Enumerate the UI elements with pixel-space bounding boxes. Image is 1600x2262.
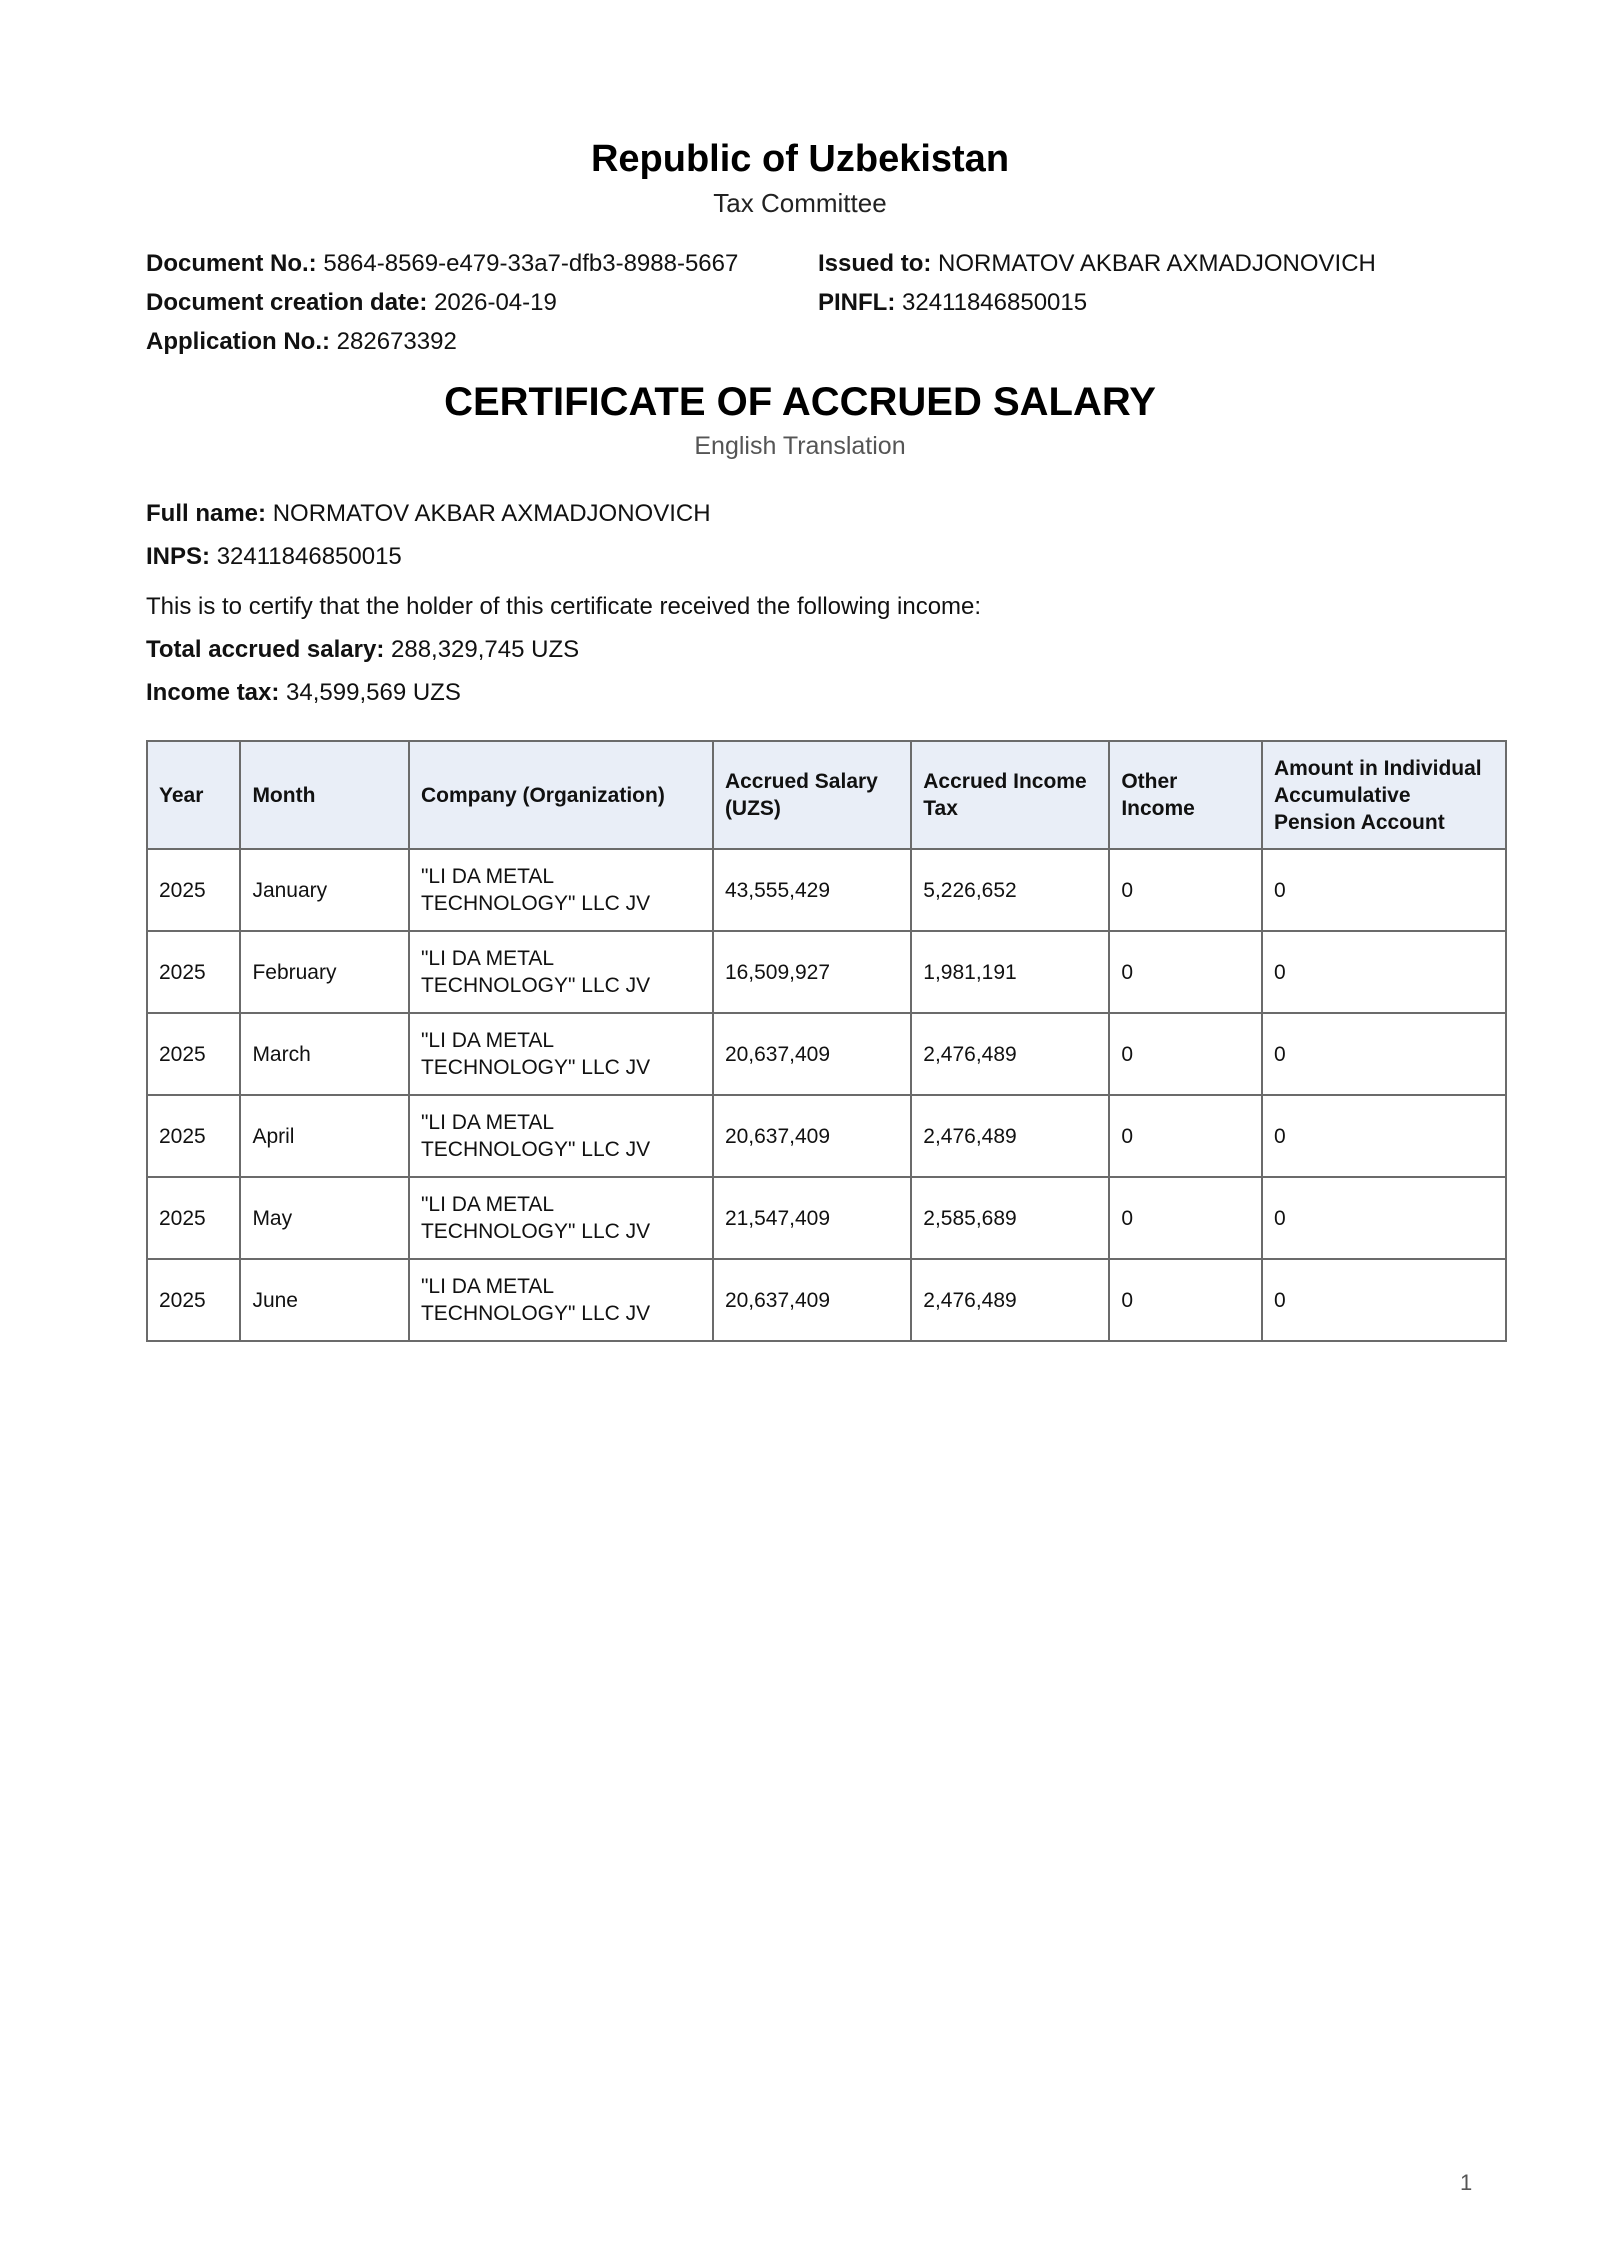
- salary-table: [146, 740, 1507, 1342]
- income-tax-value: 34,599,569 UZS: [286, 679, 461, 706]
- committee-heading: Tax Committee: [713, 188, 887, 218]
- cell-salary: 20,637,409: [713, 1013, 911, 1095]
- certificate-subtitle: English Translation: [694, 432, 906, 460]
- country-heading: Republic of Uzbekistan: [590, 138, 1010, 180]
- application-no-value: 282673392: [336, 328, 457, 355]
- cell-month: February: [240, 931, 409, 1013]
- cell-tax: 1,981,191: [911, 931, 1109, 1013]
- cell-year: 2025: [147, 1013, 240, 1095]
- income-tax-label: Income tax:: [146, 679, 280, 706]
- table-row: [147, 1095, 1506, 1177]
- total-salary-label: Total accrued salary:: [146, 636, 385, 663]
- table-body: [147, 849, 1506, 1341]
- cell-tax: 2,476,489: [911, 1259, 1109, 1341]
- cell-other-income: 0: [1109, 849, 1262, 931]
- document-no-line: [146, 244, 738, 283]
- income-tax-line: [146, 671, 981, 714]
- cell-year: 2025: [147, 1177, 240, 1259]
- cell-salary: 16,509,927: [713, 931, 911, 1013]
- document-no-value: 5864-8569-e479-33a7-dfb3-8988-5667: [323, 250, 739, 277]
- cell-tax: 5,226,652: [911, 849, 1109, 931]
- inps-value: 32411846850015: [216, 543, 402, 570]
- cell-pension: 0: [1262, 1177, 1506, 1259]
- cell-salary: 20,637,409: [713, 1095, 911, 1177]
- page-number: 1: [1460, 2170, 1473, 2195]
- col-pension-header: Amount in Individual Accumulative Pension Account: [1262, 741, 1506, 849]
- application-no-label: Application No.:: [146, 328, 330, 355]
- table-row: [147, 849, 1506, 931]
- cell-salary: 20,637,409: [713, 1259, 911, 1341]
- col-month-header: Month: [240, 741, 409, 849]
- cell-year: 2025: [147, 931, 240, 1013]
- col-tax-header: Accrued Income Tax: [911, 741, 1109, 849]
- income-summary: [146, 585, 981, 714]
- cell-month: May: [240, 1177, 409, 1259]
- issued-to-line: [818, 244, 1376, 283]
- creation-date-label: Document creation date:: [146, 289, 428, 316]
- total-salary-line: [146, 628, 981, 671]
- table-row: [147, 1177, 1506, 1259]
- cell-other-income: 0: [1109, 931, 1262, 1013]
- inps-label: INPS:: [146, 543, 211, 570]
- application-no-line: [146, 322, 738, 361]
- full-name-label: Full name:: [146, 500, 267, 527]
- document-meta-right: [818, 244, 1376, 322]
- document-no-label: Document No.:: [146, 250, 317, 277]
- cell-salary: 21,547,409: [713, 1177, 911, 1259]
- issued-to-value: NORMATOV AKBAR AXMADJONOVICH: [938, 250, 1376, 277]
- cell-other-income: 0: [1109, 1177, 1262, 1259]
- cell-year: 2025: [147, 1095, 240, 1177]
- col-year-header: Year: [147, 741, 240, 849]
- cell-pension: 0: [1262, 1095, 1506, 1177]
- cell-pension: 0: [1262, 931, 1506, 1013]
- cell-company: "LI DA METAL TECHNOLOGY" LLC JV: [409, 931, 713, 1013]
- certificate-title: CERTIFICATE OF ACCRUED SALARY: [444, 380, 1156, 424]
- cell-other-income: 0: [1109, 1095, 1262, 1177]
- creation-date-line: [146, 283, 738, 322]
- cell-month: April: [240, 1095, 409, 1177]
- total-salary-value: 288,329,745 UZS: [391, 636, 580, 663]
- full-name-line: [146, 492, 711, 535]
- table-row: [147, 931, 1506, 1013]
- inps-line: [146, 535, 711, 578]
- cell-month: January: [240, 849, 409, 931]
- certify-statement: This is to certify that the holder of this certificate received the following income:: [146, 593, 982, 620]
- cell-company: "LI DA METAL TECHNOLOGY" LLC JV: [409, 849, 713, 931]
- table-header: [147, 741, 1506, 849]
- pinfl-value: 32411846850015: [902, 289, 1088, 316]
- cell-year: 2025: [147, 849, 240, 931]
- person-details: [146, 492, 711, 578]
- table-row: [147, 1259, 1506, 1341]
- cell-pension: 0: [1262, 849, 1506, 931]
- cell-salary: 43,555,429: [713, 849, 911, 931]
- cell-other-income: 0: [1109, 1013, 1262, 1095]
- col-other-income-header: Other Income: [1109, 741, 1262, 849]
- cell-company: "LI DA METAL TECHNOLOGY" LLC JV: [409, 1259, 713, 1341]
- creation-date-value: 2026-04-19: [434, 289, 557, 316]
- col-salary-header: Accrued Salary (UZS): [713, 741, 911, 849]
- cell-tax: 2,476,489: [911, 1095, 1109, 1177]
- pinfl-line: [818, 283, 1376, 322]
- document-meta-left: [146, 244, 738, 361]
- cell-company: "LI DA METAL TECHNOLOGY" LLC JV: [409, 1013, 713, 1095]
- cell-pension: 0: [1262, 1259, 1506, 1341]
- table-row: [147, 1013, 1506, 1095]
- cell-company: "LI DA METAL TECHNOLOGY" LLC JV: [409, 1177, 713, 1259]
- cell-tax: 2,585,689: [911, 1177, 1109, 1259]
- header-row: [147, 741, 1506, 849]
- cell-year: 2025: [147, 1259, 240, 1341]
- cell-month: June: [240, 1259, 409, 1341]
- cell-month: March: [240, 1013, 409, 1095]
- cell-other-income: 0: [1109, 1259, 1262, 1341]
- col-company-header: Company (Organization): [409, 741, 713, 849]
- pinfl-label: PINFL:: [818, 289, 896, 316]
- full-name-value: NORMATOV AKBAR AXMADJONOVICH: [272, 500, 711, 527]
- cell-company: "LI DA METAL TECHNOLOGY" LLC JV: [409, 1095, 713, 1177]
- cell-pension: 0: [1262, 1013, 1506, 1095]
- cell-tax: 2,476,489: [911, 1013, 1109, 1095]
- issued-to-label: Issued to:: [818, 250, 932, 277]
